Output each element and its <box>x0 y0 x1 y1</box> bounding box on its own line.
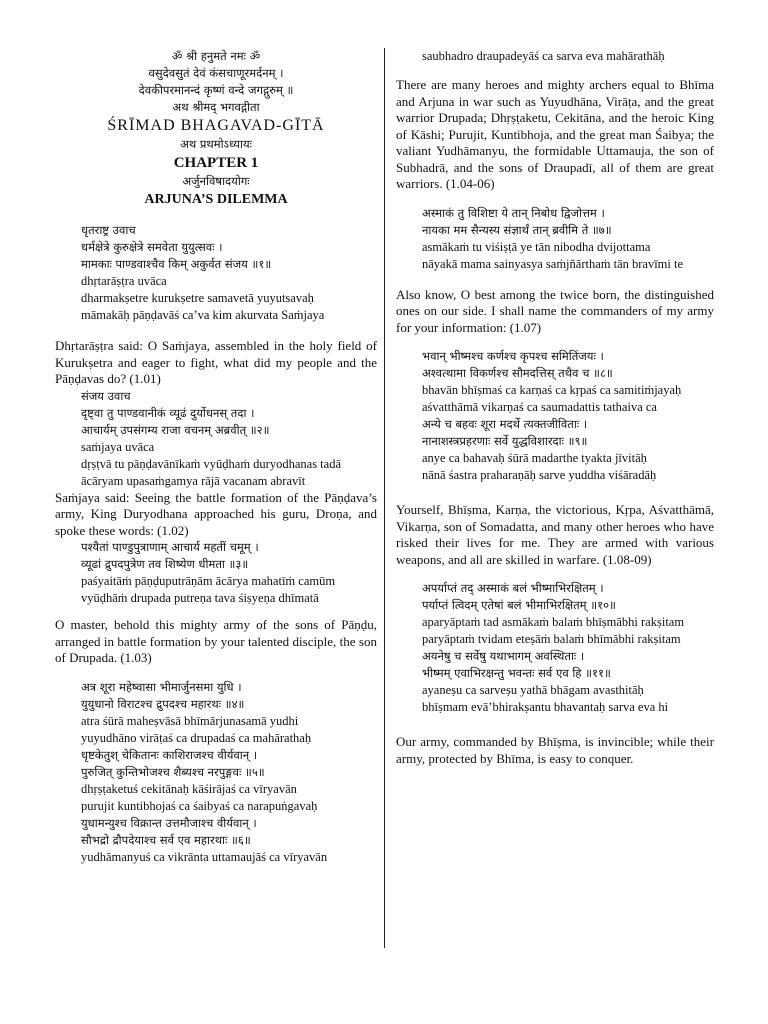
verse-line: युयुधानो विराटश्च द्रुपदश्च महारथः ॥४॥ <box>81 696 245 711</box>
verse-line: दृष्ट्वा तु पाण्डवानीकं व्यूढं दुर्योधनस् तदा । <box>81 405 255 420</box>
transliteration-line: dharmakṣetre kurukṣetre samavetā yuyutsavaḥ <box>81 291 314 305</box>
book-title: ŚRĪMAD BHAGAVAD-GĪTĀ <box>107 117 325 134</box>
verse-10-11 <box>396 580 714 716</box>
verse-line: पुरुजित् कुन्तिभोजश्च शैब्यश्च नरपुङ्गवः ॥५॥ <box>81 764 265 779</box>
verse-line: धर्मक्षेत्रे कुरुक्षेत्रे समवेता युयुत्सवः । <box>81 240 223 254</box>
transliteration-line: atra śūrā maheṣvāsā bhīmārjunasamā yudhi <box>81 713 299 728</box>
transliteration-line: paryāptaṁ tvidam eteṣāṁ balaṁ bhīmābhi rakṣitam <box>422 632 681 646</box>
verse-line: अत्र शूरा महेष्वासा भीमार्जुनसमा युधि । <box>81 679 242 694</box>
invocation: ॐ श्री हनुमते नमः ॐ <box>171 49 261 63</box>
transliteration-line: yuyudhāno virāṭaś ca drupadaś ca mahārathaḥ <box>81 730 312 745</box>
translation-paragraph: Dhṛtarāṣṭra said: O Saṁjaya, assembled in the holy field of Kurukṣetra and eager to fight, what did my people and the Pāṇḍavas do? (1.01) <box>55 338 377 386</box>
dhyana-line-1: वसुदेवसुतं देवं कंसचाणूरमर्दनम् । <box>148 66 284 80</box>
verse-line: धृष्टकेतुश् चेकितानः काशिराजश्च वीर्यवान् । <box>81 747 258 762</box>
transliteration-line: yudhāmanyuś ca vikrānta uttamaujāś ca vīryavān <box>81 849 328 864</box>
translation-paragraph: Also know, O best among the twice born, the distinguished ones on our side. I shall name the commanders of my army for your information: (1.07) <box>396 286 714 335</box>
yoga-name: अर्जुनविषादयोगः <box>182 174 250 188</box>
transliteration-line: ācāryam upasaṁgamya rājā vacanam abravīt <box>81 473 306 488</box>
transliteration-line: dhṛtarāṣṭra uvāca <box>81 274 167 288</box>
translation-paragraph: O master, behold this mighty army of the sons of Pāṇḍu, arranged in battle formation by your talented disciple, the son of Drupada. (1.03) <box>55 617 377 665</box>
transliteration-line: bhavān bhīṣmaś ca karṇaś ca kṛpaś ca samitiṁjayaḥ <box>422 383 682 397</box>
verse-line: सौभद्रो द्रौपदेयाश्च सर्व एव महारथाः ॥६॥ <box>81 832 251 847</box>
verse-3 <box>55 539 377 607</box>
verse-line: भवान् भीष्मश्च कर्णश्च कृपश्च समितिंजयः । <box>422 349 604 363</box>
verse-line: नायका मम सैन्यस्य संज्ञार्थं तान् ब्रवीमि ते ॥७॥ <box>422 222 612 237</box>
verse-line: भीष्मम् एवाभिरक्षन्तु भवन्तः सर्व एव हि ॥११॥ <box>422 666 611 680</box>
verse-line: अपर्याप्तं तद् अस्माकं बलं भीष्माभिरक्षितम् । <box>422 581 604 595</box>
transliteration-line: vyūḍhāṁ drupada putreṇa tava śiṣyeṇa dhīmatā <box>81 591 319 605</box>
dhyana-line-2: देवकीपरमानन्दं कृष्णं वन्दे जगद्गुरुम् ॥ <box>138 83 294 97</box>
transliteration-line: ayaneṣu ca sarveṣu yathā bhāgam avasthitāḥ <box>422 683 644 697</box>
chapter-heading: CHAPTER 1 <box>173 155 259 171</box>
transliteration-line: dṛṣṭvā tu pāṇḍavānīkaṁ vyūḍhaṁ duryodhanas tadā <box>81 456 341 471</box>
verse-line: पर्याप्तं त्विदम् एतेषां बलं भीमाभिरक्षितम् ॥१०॥ <box>422 598 616 612</box>
translation-paragraph: Saṁjaya said: Seeing the battle formation of the Pāṇḍava’s army, King Duryodhana approached his guru, Droṇa, and spoke these words: (1.02) <box>55 489 377 538</box>
chapter-subtitle: ARJUNA’S DILEMMA <box>144 192 288 207</box>
verse-line: अयनेषु च सर्वेषु यथाभागम् अवस्थिताः । <box>422 649 585 663</box>
transliteration-line: māmakāḥ pāṇḍavāś ca’va kim akurvata Saṁjaya <box>81 308 325 322</box>
atha-bhagavad-gita: अथ श्रीमद् भगवद्गीता <box>172 100 260 114</box>
translation-paragraph: Our army, commanded by Bhīṣma, is invincible; while their army, protected by Bhīma, is easy to conquer. <box>396 734 714 766</box>
verse-line: संजय उवाच <box>81 388 131 403</box>
atha-prathama: अथ प्रथमोऽध्यायः <box>180 137 252 151</box>
verse-2 <box>55 388 377 490</box>
verse-line: आचार्यम् उपसंगम्य राजा वचनम् अब्रवीत् ॥२॥ <box>81 422 270 437</box>
verse-line: नानाशस्त्रप्रहरणाः सर्वे युद्धविशारदाः ॥९॥ <box>422 434 588 448</box>
translation-paragraph: There are many heroes and mighty archers equal to Bhīma and Arjuna in war such as Yuyudhāna, Virāṭa, and the great warrior Drupada; Dhṛṣṭaketu, Cekitāna, and the heroic King of Kāshi; Purujit, Kuntibhoja, and the great man Śaibya; the valiant Yudhāmanyu, the formidable Uttamauja, the son of Subhadrā, and the sons of Draupadī, all of them are great warriors. (1.04-06) <box>396 77 714 191</box>
verse-line: धृतराष्ट्र उवाच <box>81 223 136 237</box>
verse-line: अश्वत्थामा विकर्णश्च सौमदत्तिस् तथैव च ॥८॥ <box>422 366 613 380</box>
verse-4-6 <box>55 679 377 866</box>
verse-line: पश्यैतां पाण्डुपुत्राणाम् आचार्य महतीं चमूम् । <box>81 540 259 554</box>
transliteration-line: paśyaitāṁ pāṇḍuputrāṇām ācārya mahatīṁ camūm <box>81 574 336 588</box>
verse-line: युधामन्युश्च विक्रान्त उत्तमौजाश्च वीर्यवान् । <box>81 815 257 830</box>
verse-6-continued <box>396 48 714 65</box>
transliteration-line: asmākaṁ tu viśiṣṭā ye tān nibodha dvijottama <box>422 239 651 254</box>
verse-7 <box>396 205 714 273</box>
transliteration-line: nāyakā mama sainyasya saṁjñārthaṁ tān bravīmi te <box>422 256 684 271</box>
transliteration-line: dhṛṣṭaketuś cekitānaḥ kāśirājaś ca vīryavān <box>81 781 297 796</box>
verse-8-9 <box>396 348 714 484</box>
transliteration-line: aparyāptaṁ tad asmākaṁ balaṁ bhīṣmābhi rakṣitam <box>422 615 685 629</box>
translation-paragraph: Yourself, Bhīṣma, Karṇa, the victorious, Kṛpa, Aśvatthāmā, Vikarṇa, son of Somadatta, and many other heroes who have risked their lives for me. They are armed with various weapons, and all are skilled in warfare. (1.08-09) <box>396 502 714 567</box>
transliteration-line: saṁjaya uvāca <box>81 439 155 454</box>
transliteration-line: bhīṣmam evā’bhirakṣantu bhavantaḥ sarva eva hi <box>422 700 669 714</box>
transliteration-line: nānā śastra praharaṇāḥ sarve yuddha viśāradāḥ <box>422 468 657 482</box>
right-column <box>396 48 714 779</box>
verse-line: व्यूढां द्रुपदपुत्रेण तव शिष्येण धीमता ॥३॥ <box>81 557 249 571</box>
verse-line: अन्ये च बहवः शूरा मदर्थे त्यक्तजीविताः । <box>422 417 588 431</box>
column-divider <box>384 48 385 948</box>
verse-line: मामकाः पाण्डवाश्चैव किम् अकुर्वत संजय ॥१॥ <box>81 257 272 271</box>
transliteration-line: aśvatthāmā vikarṇaś ca saumadattis tathaiva ca <box>422 400 657 414</box>
left-column <box>55 48 377 866</box>
transliteration-line: purujit kuntibhojaś ca śaibyaś ca narapuṅgavaḥ <box>81 798 318 813</box>
verse-1 <box>55 222 377 324</box>
transliteration-line: anye ca bahavaḥ śūrā madarthe tyakta jīvitāḥ <box>422 451 647 465</box>
transliteration-line: saubhadro draupadeyāś ca sarva eva mahārathāḥ <box>422 49 665 63</box>
verse-line: अस्माकं तु विशिष्टा ये तान् निबोध द्विजोत्तम । <box>422 205 605 220</box>
